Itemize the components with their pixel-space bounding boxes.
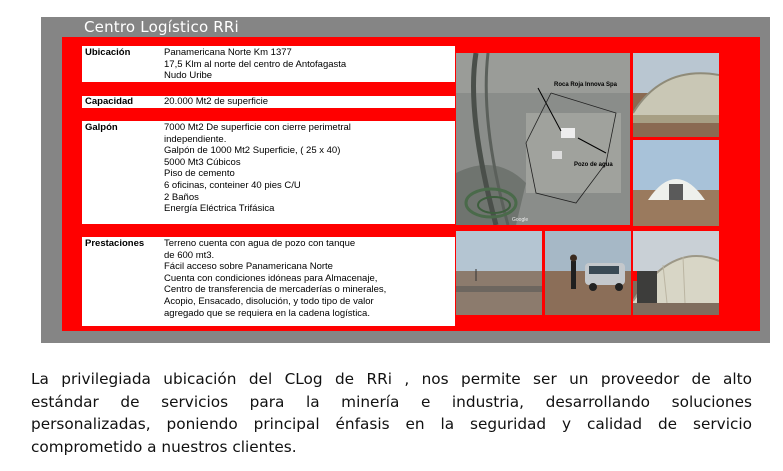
row-ubicacion	[82, 46, 455, 82]
paragraph-line: personalizadas, poniendo principal énfasis en la seguridad y calidad de servicio	[31, 415, 752, 434]
info-table	[82, 46, 455, 319]
row-label: Ubicación	[85, 47, 131, 58]
value-line: 17,5 Klm al norte del centro de Antofagasta	[164, 58, 347, 70]
value-line: Terreno cuenta con agua de pozo con tanque	[164, 238, 356, 249]
row-value	[164, 122, 351, 215]
row-label: Galpón	[85, 122, 118, 133]
value-line: Cuenta con condiciones idóneas para Almacenaje,	[164, 272, 378, 284]
value-line: independiente.	[164, 133, 227, 145]
value-line: Galpón de 1000 Mt2 Superficie, ( 25 x 40)	[164, 145, 341, 157]
value-line: Piso de cemento	[164, 168, 235, 180]
map-watermark: Google	[512, 217, 529, 223]
warehouse-photo-1	[633, 53, 719, 137]
value-line: 7000 Mt2 De superficie con cierre perimetral	[164, 122, 351, 133]
warehouse-photo-2	[633, 140, 719, 226]
row-prestaciones	[82, 237, 455, 326]
frame-title: Centro Logístico RRi	[84, 18, 239, 36]
row-capacidad	[82, 96, 455, 108]
map-label-company: Roca Roja Innova Spa	[554, 82, 618, 88]
paragraph-line: comprometido a nuestros clientes.	[31, 437, 297, 456]
paragraph-line: estándar de servicios para la minería e industria, desarrollando soluciones	[31, 392, 752, 411]
landscape-photo	[456, 231, 542, 315]
value-line: Fácil acceso sobre Panamericana Norte	[164, 261, 333, 273]
value-line: Centro de transferencia de mercaderías o minerales,	[164, 284, 387, 296]
map-label-well: Pozo de agua	[574, 162, 613, 168]
description-paragraph	[31, 368, 752, 458]
row-label: Capacidad	[85, 96, 134, 107]
value-line: agregado que se requiera en la cadena logística.	[164, 307, 370, 319]
row-value	[164, 96, 268, 108]
value-line: de 600 mt3.	[164, 249, 215, 261]
row-galpon	[82, 121, 455, 224]
brochure-frame	[41, 17, 770, 343]
row-label: Prestaciones	[85, 238, 145, 249]
value-line: 5000 Mt3 Cúbicos	[164, 156, 241, 168]
value-line: 2 Baños	[164, 191, 199, 203]
warehouse-photo-3	[633, 231, 719, 315]
value-line: Acopio, Ensacado, disolución, y todo tipo de valor	[164, 295, 374, 307]
info-panel	[62, 37, 760, 331]
value-line: Nudo Uribe	[164, 70, 213, 82]
site-vehicle-photo	[545, 231, 631, 315]
paragraph-line: La privilegiada ubicación del CLog de RRi , nos permite ser un proveedor de alto	[31, 370, 752, 388]
value-line: 6 oficinas, conteiner 40 pies C/U	[164, 179, 301, 191]
value-line: Energía Eléctrica Trifásica	[164, 203, 275, 215]
value-line: 20.000 Mt2 de superficie	[164, 96, 269, 107]
row-value	[164, 238, 386, 319]
value-line: Panamericana Norte Km 1377	[164, 47, 292, 58]
aerial-map-photo	[456, 53, 630, 225]
row-value	[164, 47, 346, 82]
